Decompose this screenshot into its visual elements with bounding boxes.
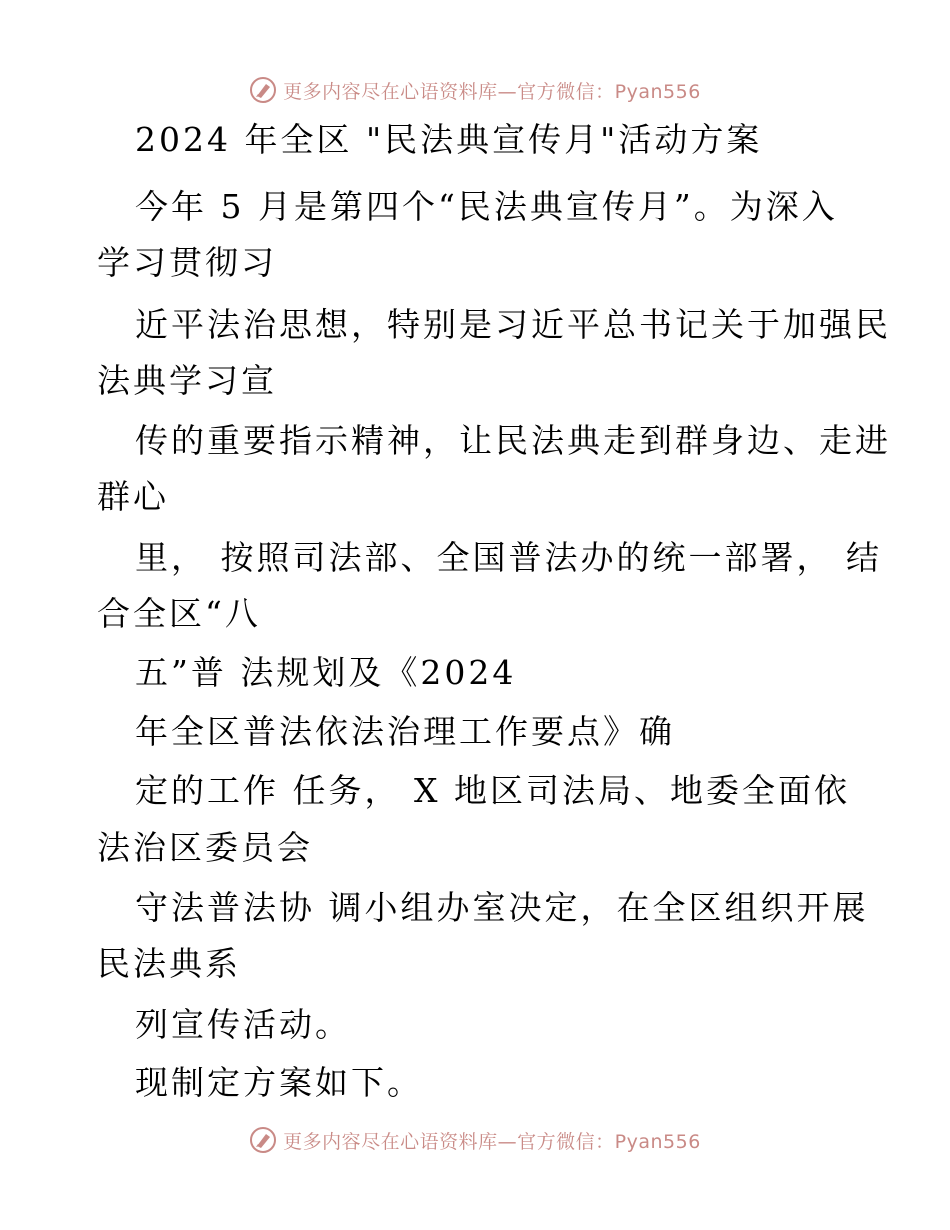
document-title: 2024 年全区 "民法典宣传月"活动方案 [135,120,763,159]
paragraph-line: 法典学习宣 [97,361,277,400]
pen-nib-icon [249,1126,277,1154]
paragraph-line: 年全区普法依法治理工作要点》确 [135,712,675,751]
paragraph-line: 合全区“八 [97,594,261,633]
paragraph-line: 法治区委员会 [97,828,313,867]
paragraph-line: 现制定方案如下。 [135,1063,423,1102]
watermark-text: 更多内容尽在心语资料库—官方微信：Pyan556 [283,80,701,103]
footer-watermark [0,1120,950,1160]
pen-nib-icon [249,76,277,104]
paragraph-line: 近平法治思想，特别是习近平总书记关于加强民 [135,305,891,344]
paragraph-line: 五”普 法规划及《2024 [135,653,517,692]
paragraph-line: 传的重要指示精神，让民法典走到群身边、走进 [135,421,891,460]
paragraph-line: 守法普法协 调小组办室决定，在全区组织开展 [135,888,869,927]
paragraph-line: 学习贯彻习 [97,243,277,282]
paragraph-line: 群心 [97,477,169,516]
header-watermark [0,70,950,110]
paragraph-line: 民法典系 [97,944,241,983]
paragraph-line: 里， 按照司法部、全国普法办的统一部署， 结 [135,538,882,577]
paragraph-line: 定的工作 任务， X 地区司法局、地委全面依 [135,771,850,810]
watermark-text: 更多内容尽在心语资料库—官方微信：Pyan556 [283,1130,701,1153]
paragraph-line: 今年 5 月是第四个“民法典宣传月”。为深入 [135,187,838,226]
paragraph-line: 列宣传活动。 [135,1005,351,1044]
